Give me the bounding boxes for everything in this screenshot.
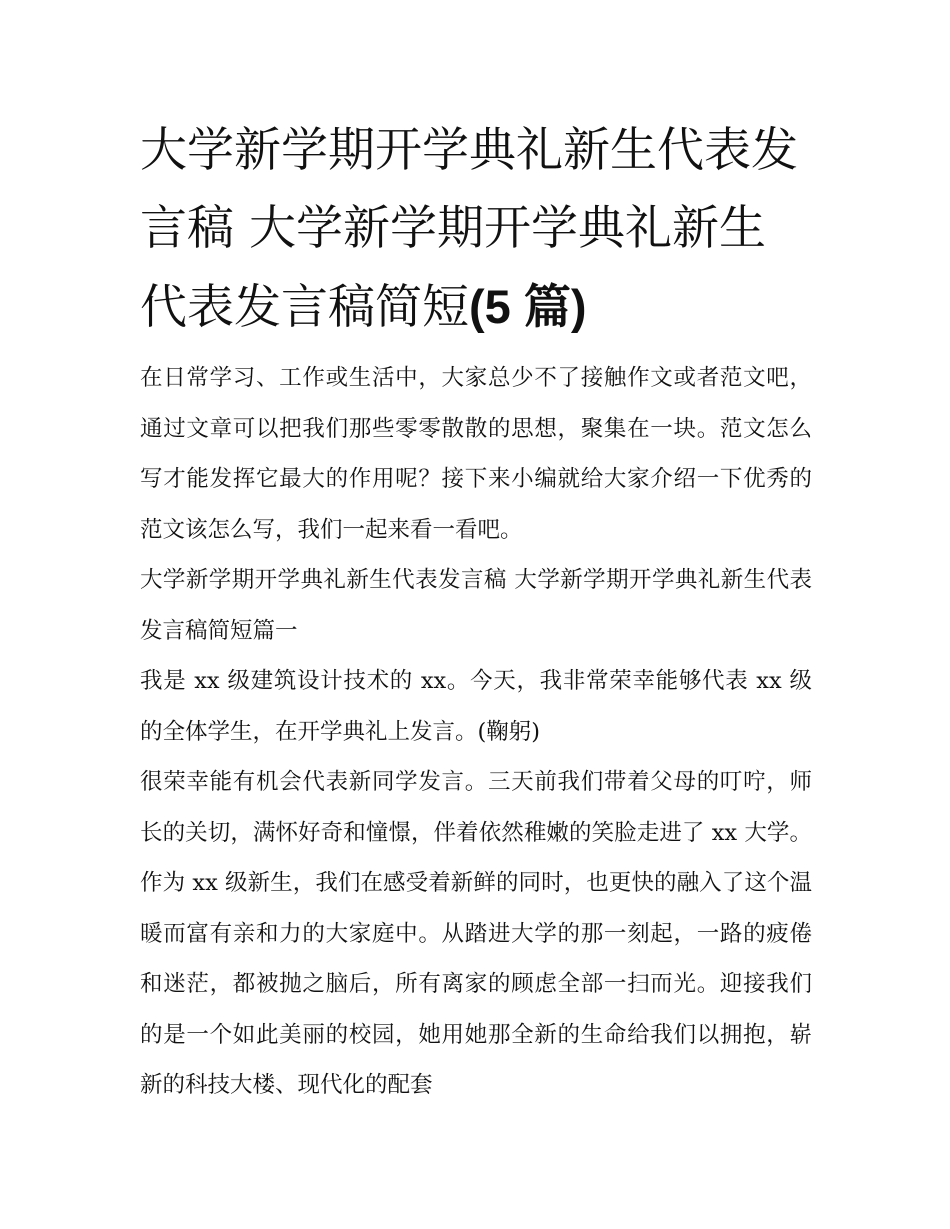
document-title: [140, 112, 812, 347]
speech-paragraph-2: 很荣幸能有机会代表新同学发言。三天前我们带着父母的叮咛，师长的关切，满怀好奇和憧憬，伴着依然稚嫩的笑脸走进了 xx 大学。作为 xx 级新生，我们在感受着新鲜的同时，也更快的融入了这个温暖而富有亲和力的大家庭中。从踏进大学的那一刻起，一路的疲倦和迷茫，都被抛之脑后，所有离家的顾虑全部一扫而光。迎接我们的是一个如此美丽的校园，她用她那全新的生命给我们以拥抱，崭新的科技大楼、现代化的配套: [140, 769, 812, 1098]
intro-paragraph: 在日常学习、工作或生活中，大家总少不了接触作文或者范文吧，通过文章可以把我们那些零零散散的思想，聚集在一块。范文怎么写才能发挥它最大的作用呢？接下来小编就给大家介绍一下优秀的范文该怎么写，我们一起来看一看吧。: [140, 365, 812, 543]
speech-paragraph-1: 我是 xx 级建筑设计技术的 xx。今天，我非常荣幸能够代表 xx 级的全体学生，在开学典礼上发言。(鞠躬): [140, 668, 812, 745]
title-suffix: (5 篇): [469, 280, 587, 333]
document-body: [140, 353, 812, 1111]
title-main: 大学新学期开学典礼新生代表发言稿 大学新学期开学典礼新生代表发言稿简短: [140, 123, 798, 335]
document-page: [140, 112, 812, 1111]
section-heading: 大学新学期开学典礼新生代表发言稿 大学新学期开学典礼新生代表发言稿简短篇一: [140, 567, 812, 644]
